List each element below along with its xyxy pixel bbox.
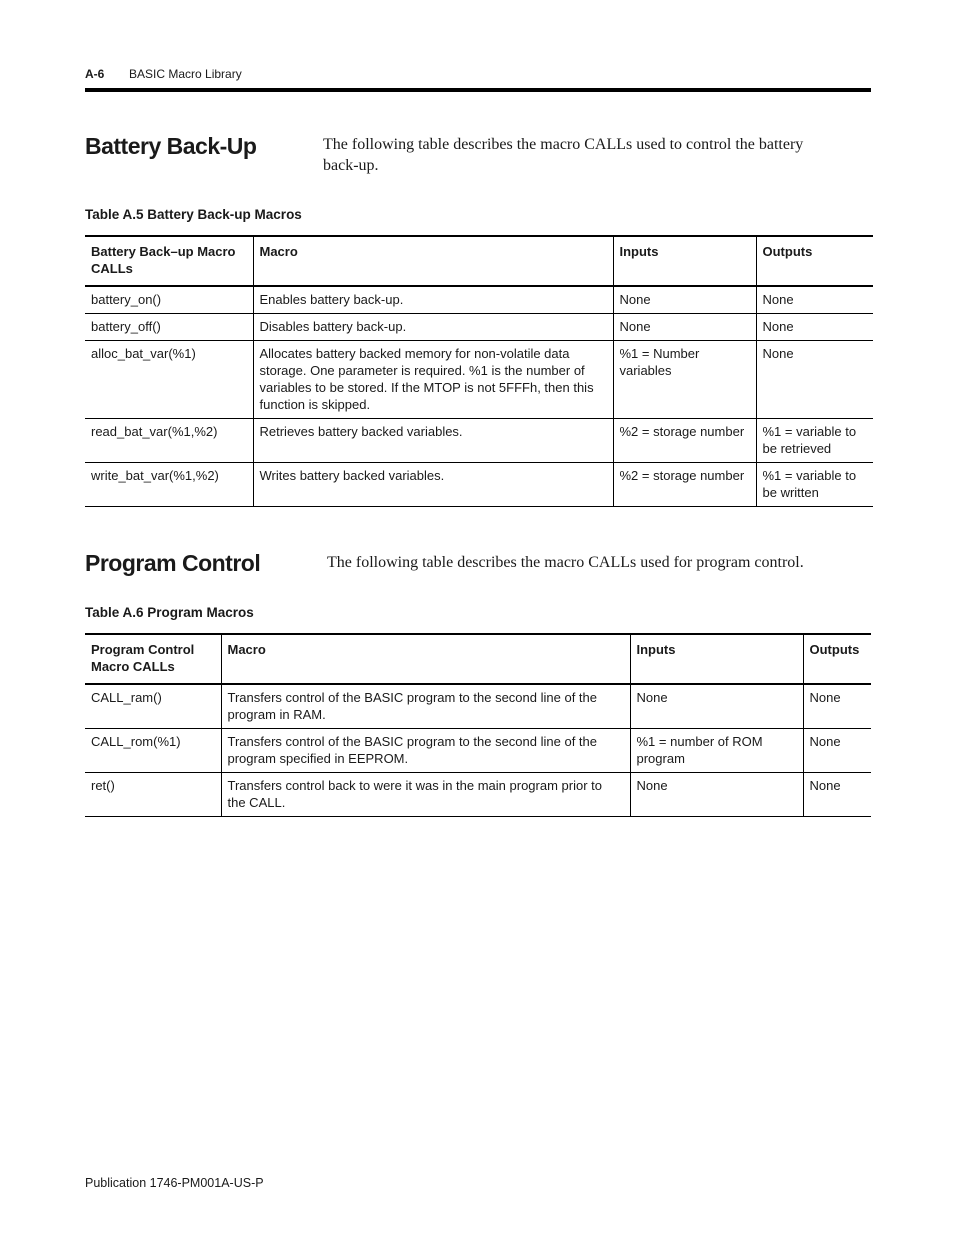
table-cell: None [803, 684, 871, 729]
table-row [85, 684, 871, 729]
table-row [85, 341, 873, 419]
table-cell: %1 = variable to be written [756, 463, 873, 507]
table-cell: CALL_rom(%1) [85, 729, 221, 773]
table-cell: CALL_ram() [85, 684, 221, 729]
table-cell: None [630, 684, 803, 729]
column-header: Inputs [613, 236, 756, 286]
program-section-title: Program Control [85, 550, 261, 576]
table-cell: None [756, 341, 873, 419]
table-cell: %2 = storage number [613, 419, 756, 463]
table-cell: None [803, 729, 871, 773]
program-table-caption: Table A.6 Program Macros [85, 605, 254, 620]
column-header: Macro [221, 634, 630, 684]
table-cell: Retrieves battery backed variables. [253, 419, 613, 463]
battery-section-title: Battery Back-Up [85, 133, 257, 159]
header-rule [85, 88, 871, 92]
column-header: Battery Back–up Macro CALLs [85, 236, 253, 286]
table-row [85, 773, 871, 817]
battery-table-caption: Table A.5 Battery Back-up Macros [85, 207, 302, 222]
table-cell: battery_on() [85, 286, 253, 314]
table-cell: None [756, 314, 873, 341]
table-cell: None [630, 773, 803, 817]
table-cell: battery_off() [85, 314, 253, 341]
table-row [85, 314, 873, 341]
table-row [85, 729, 871, 773]
table-cell: None [803, 773, 871, 817]
table-header-row [85, 634, 871, 684]
table-cell: %1 = Number variables [613, 341, 756, 419]
table-row [85, 463, 873, 507]
column-header: Outputs [756, 236, 873, 286]
table-cell: Transfers control of the BASIC program to the second line of the program in RAM. [221, 684, 630, 729]
table-cell: None [613, 314, 756, 341]
column-header: Program Control Macro CALLs [85, 634, 221, 684]
table-cell: Disables battery back-up. [253, 314, 613, 341]
table-cell: None [756, 286, 873, 314]
table-cell: write_bat_var(%1,%2) [85, 463, 253, 507]
column-header: Macro [253, 236, 613, 286]
table-cell: alloc_bat_var(%1) [85, 341, 253, 419]
table-cell: ret() [85, 773, 221, 817]
table-cell: Enables battery back-up. [253, 286, 613, 314]
table-cell: Allocates battery backed memory for non-volatile data storage. One parameter is required. %1 is the number of variables to be stored. If the MTOP is not 5FFFh, then this function is skipped. [253, 341, 613, 419]
battery-macro-table [85, 235, 873, 507]
table-cell: None [613, 286, 756, 314]
table-cell: %1 = variable to be retrieved [756, 419, 873, 463]
table-header-row [85, 236, 873, 286]
battery-section-intro: The following table describes the macro CALLs used to control the battery back-up. [323, 136, 804, 174]
table-cell: read_bat_var(%1,%2) [85, 419, 253, 463]
table-cell: %2 = storage number [613, 463, 756, 507]
program-section-intro: The following table describes the macro CALLs used for program control. [327, 554, 804, 571]
page-footer: Publication 1746-PM001A-US-P [85, 1176, 264, 1190]
running-title: BASIC Macro Library [129, 67, 242, 81]
program-macro-table [85, 633, 871, 817]
table-cell: Transfers control of the BASIC program to the second line of the program specified in EEPROM. [221, 729, 630, 773]
table-row [85, 286, 873, 314]
table-cell: Transfers control back to were it was in the main program prior to the CALL. [221, 773, 630, 817]
page-number: A-6 [85, 67, 105, 81]
table-row [85, 419, 873, 463]
table-cell: %1 = number of ROM program [630, 729, 803, 773]
column-header: Outputs [803, 634, 871, 684]
column-header: Inputs [630, 634, 803, 684]
table-cell: Writes battery backed variables. [253, 463, 613, 507]
